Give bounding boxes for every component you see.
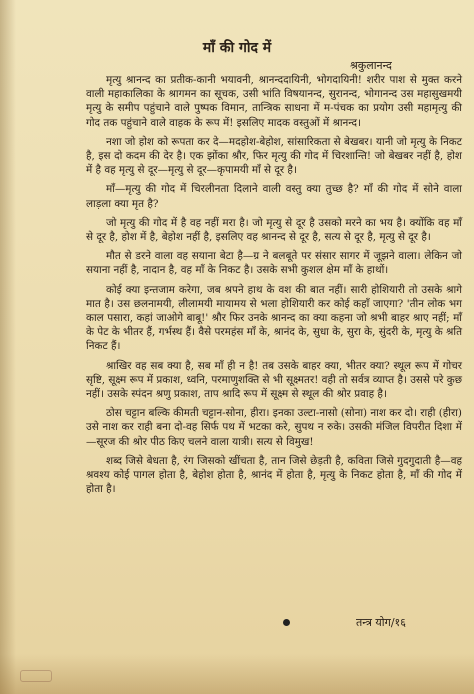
paragraph: मृत्यु श्रानन्द का प्रतीक-कानी भयावनी, श्रानन्ददायिनी, भोगदायिनी! शरीर पाश से मुक्त करने वाली महाकालिका के श्रागमन का सूचक, उसी भांति विषयानन्द, सुरानन्द, भोगानन्द उस महासुखमयी मृत्यु के समीप पहुंचाने वाले पुष्पक विमान, तान्त्रिक साधना में म-पंचक का प्रयोग उसी महामृत्यु की गोद तक पहुंचाने वाले वाहक के रूप में! इसलिए मादक वस्तुओं में श्रानन्द।: [86, 74, 462, 129]
paragraph: शब्द जिसे बेधता है, रंग जिसको खींचता है, तान जिसे छेड़ती है, कविता जिसे गुदगुदाती है—वह श्रवश्य कोई पागल होता है, बेहोश होता है, श्रानंद में होता है, मृत्यु के निकट होता है, माँ की गोद में होता है।: [86, 454, 462, 496]
page-footer: तन्त्र योग/१६: [356, 616, 406, 629]
paragraph: माँ—मृत्यु की गोद में चिरलीनता दिलाने वाली वस्तु क्या तुच्छ है? माँ की गोद में सोने वाला लाड़ला क्या मृत है?: [86, 183, 462, 210]
article-body: [86, 73, 462, 501]
bullet-dot: [283, 619, 290, 626]
page-edge-shadow: [0, 654, 474, 694]
paragraph: कोई क्या इन्तजाम करेगा, जब श्रपने हाथ के वश की बात नहीं। सारी होशियारी तो उसके श्रागे मात है। उस छलनामयी, लीलामयी मायामय से भला होशियारी कर कोई कहाँ जाएगा? 'तीन लोक भग काल पसारा, कहां जाओगे बाबू!' श्रौर फिर उनके श्रानन्द का क्या कहना जो श्रभी बाहर श्राए नहीं; माँ के पेट के भीतर हैं, गर्भस्थ हैं। वैसे परमहंस माँ के, श्रानंद के, सुधा के, सुरा के, सुंदरी के, मृत्यु के श्रति निकट हैं।: [86, 283, 462, 353]
paragraph: नशा जो होश को रूपता कर दे—मदहोश-बेहोश, सांसारिकता से बेखबर। यानी जो मृत्यु के निकट है, इस दो कदम की देर है। एक झोंका श्रौर, फिर मृत्यु की गोद में चिरशान्ति! जो बेखबर नहीं है, होश में है वह मृत्यु से दूर—मृत्यु से दूर—कृपामयी माँ से दूर है।: [86, 135, 462, 177]
paragraph: जो मृत्यु की गोद में है वह नहीं मरा है। जो मृत्यु से दूर है उसको मरने का भय है। क्योंकि वह माँ से दूर है, होश में है, बेहोश नहीं है, इसलिए वह श्रानन्द से दूर है, सत्य से दूर है, मृत्यु से दूर है।: [86, 216, 462, 244]
page-fold-shadow: [0, 0, 16, 694]
page-title: माँ की गोद में: [202, 40, 272, 56]
paragraph: श्राखिर वह सब क्या है, सब माँ ही न है! तब उसके बाहर क्या, भीतर क्या? स्थूल रूप में गोचर सृष्टि, सूक्ष्म रूप में प्रकाश, ध्वनि, परमाणुशक्ति से भी सूक्ष्मतर! वही तो सर्वत्र व्याप्त है। उससे परे कुछ नहीं। उसके स्पंदन श्रणु प्रकाश, ताप श्रादि रूप में सूक्ष्म से स्थूल की श्रोर प्रवाह है।: [86, 359, 462, 401]
author-name: श्रकुलानन्द: [350, 59, 392, 72]
ink-stamp-mark: [20, 670, 52, 682]
paragraph: मौत से डरने वाला वह सयाना बेटा है—ग्र ने बलबूते पर संसार सागर में जूझने वाला। लेकिन जो सयाना नहीं है, नादान है, वह माँ के निकट है। उसके सभी कुशल क्षेम माँ के हाथों।: [86, 250, 462, 277]
paragraph: ठोस चट्टान बल्कि कीमती चट्टान-सोना, हीरा। इनका उल्टा-नासो (सोना) नाश कर दो। राही (हीरा) उसे नाश कर राही बना दो-वह सिर्फ पथ में भटका करे, सुपथ न रुके। उसकी मंजिल विपरीत दिशा में—सूरज की श्रोर पीठ किए चलने वाला यात्री। सत्य से विमुख!: [86, 407, 462, 448]
